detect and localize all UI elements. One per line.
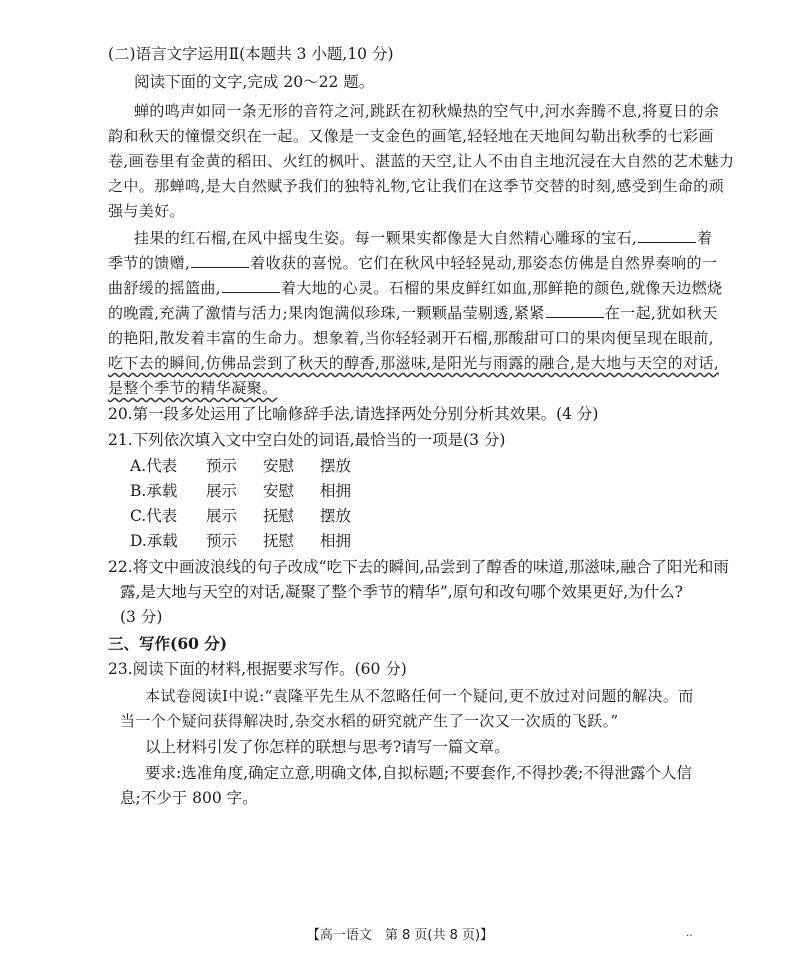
material-line1: 本试卷阅读Ⅰ中说:“袁隆平先生从不忽略任何一个疑问,更不放过对问题的解决。而: [145, 687, 694, 705]
passage-p1-line3: 卷,画卷里有金黄的稻田、火红的枫叶、湛蓝的天空,让人不由自主地沉浸在大自然的艺术魅力: [108, 152, 735, 170]
passage-p1-line2: 韵和秋天的憧憬交织在一起。又像是一支金色的画笔,轻轻地在天地间勾勒出秋季的七彩画: [108, 127, 714, 145]
writing-requirements-line1: 要求:选准角度,确定立意,明确文体,自拟标题;不要套作,不得抄袭;不得泄露个人信: [145, 764, 692, 782]
passage-p1-line5: 强与美好。: [108, 202, 186, 220]
material-line2: 当一个个疑问获得解决时,杂交水稻的研究就产生了一次又一次质的飞跃。”: [120, 712, 619, 730]
corner-mark: ‥: [686, 928, 693, 939]
passage-p2-line5: 的艳阳,散发着丰富的生命力。想象着,当你轻轻剥开石榴,那酸甜可口的果肉便呈现在眼前,: [108, 329, 714, 347]
option-word: 安慰: [263, 482, 295, 500]
passage-p2-line6: [0, 353, 800, 373]
fill-blank-1: [638, 228, 696, 243]
page-footer: 【高一语文 第 8 页(共 8 页)】: [306, 928, 494, 943]
fill-blank-2: [191, 253, 249, 268]
option-word: 预示: [206, 532, 238, 550]
option-word: 抚慰: [263, 507, 295, 525]
passage-p2-line4: [0, 303, 800, 323]
option-label: B.承载: [130, 482, 178, 500]
passage-text: 挂果的红石榴,在风中摇曳生姿。每一颗果实都像是大自然精心雕琢的宝石,: [134, 229, 638, 247]
writing-prompt: 以上材料引发了你怎样的联想与思考?请写一篇文章。: [145, 738, 510, 756]
option-word: 预示: [206, 457, 238, 475]
section3-heading: 三、写作(60 分): [108, 634, 228, 653]
writing-requirements-line2: 息;不少于 800 字。: [120, 789, 258, 807]
passage-p2-line1: [0, 228, 800, 248]
passage-p2-line7: [0, 378, 800, 398]
option-label: A.代表: [130, 457, 178, 475]
option-word: 相拥: [320, 532, 352, 550]
option-word: 展示: [206, 507, 238, 525]
question-20: 20.第一段多处运用了比喻修辞手法,请选择两处分别分析其效果。(4 分): [108, 405, 599, 423]
option-word: 摆放: [320, 507, 352, 525]
wavy-underlined-sentence-part2: 是整个季节的精华凝聚。: [108, 379, 278, 397]
passage-text: 着收获的喜悦。它们在秋风中轻轻晃动,那姿态仿佛是自然界奏响的一: [250, 254, 718, 272]
passage-p1-line4: 之中。那蝉鸣,是大自然赋予我们的独特礼物,它让我们在这季节交替的时刻,感受到生命的顽: [108, 177, 725, 195]
passage-text: 的晚霞,充满了激情与活力;果肉饱满似珍珠,一颗颗晶莹剔透,紧紧: [108, 304, 545, 322]
passage-text: 着: [697, 229, 713, 247]
passage-p2-line2: [0, 253, 800, 273]
section2-intro: 阅读下面的文字,完成 20～22 题。: [134, 73, 375, 91]
option-word: 展示: [206, 482, 238, 500]
passage-text: 在一起,犹如秋天: [604, 304, 718, 322]
passage-text: 曲舒缓的摇篮曲,: [108, 279, 221, 297]
question-22-line2: 露,是大地与天空的对话,凝聚了整个季节的精华”,原句和改句哪个效果更好,为什么?: [120, 583, 683, 601]
question-22-line3: (3 分): [120, 608, 163, 626]
option-label: C.代表: [130, 507, 178, 525]
fill-blank-4: [546, 303, 604, 318]
section2-heading: (二)语言文字运用Ⅱ(本题共 3 小题,10 分): [108, 45, 394, 63]
fill-blank-3: [222, 278, 280, 293]
question-23: 23.阅读下面的材料,根据要求写作。(60 分): [108, 660, 407, 678]
option-word: 抚慰: [263, 532, 295, 550]
passage-text: 季节的馈赠,: [108, 254, 191, 272]
passage-p1-line1: 蝉的鸣声如同一条无形的音符之河,跳跃在初秋燥热的空气中,河水奔腾不息,将夏日的余: [134, 102, 720, 120]
option-word: 相拥: [320, 482, 352, 500]
question-22-line1: 22.将文中画波浪线的句子改成“吃下去的瞬间,品尝到了醇香的味道,那滋味,融合了阳光和雨: [108, 558, 729, 576]
passage-text: 着大地的心灵。石榴的果皮鲜红如血,那鲜艳的颜色,就像天边燃烧: [280, 279, 723, 297]
option-word: 安慰: [263, 457, 295, 475]
passage-p2-line3: [0, 278, 800, 298]
option-label: D.承载: [130, 532, 178, 550]
question-21-stem: 21.下列依次填入文中空白处的词语,最恰当的一项是(3 分): [108, 431, 506, 449]
wavy-underlined-sentence-part1: 吃下去的瞬间,仿佛品尝到了秋天的醇香,那滋味,是阳光与雨露的融合,是大地与天空的对话,: [108, 354, 720, 372]
option-word: 摆放: [320, 457, 352, 475]
